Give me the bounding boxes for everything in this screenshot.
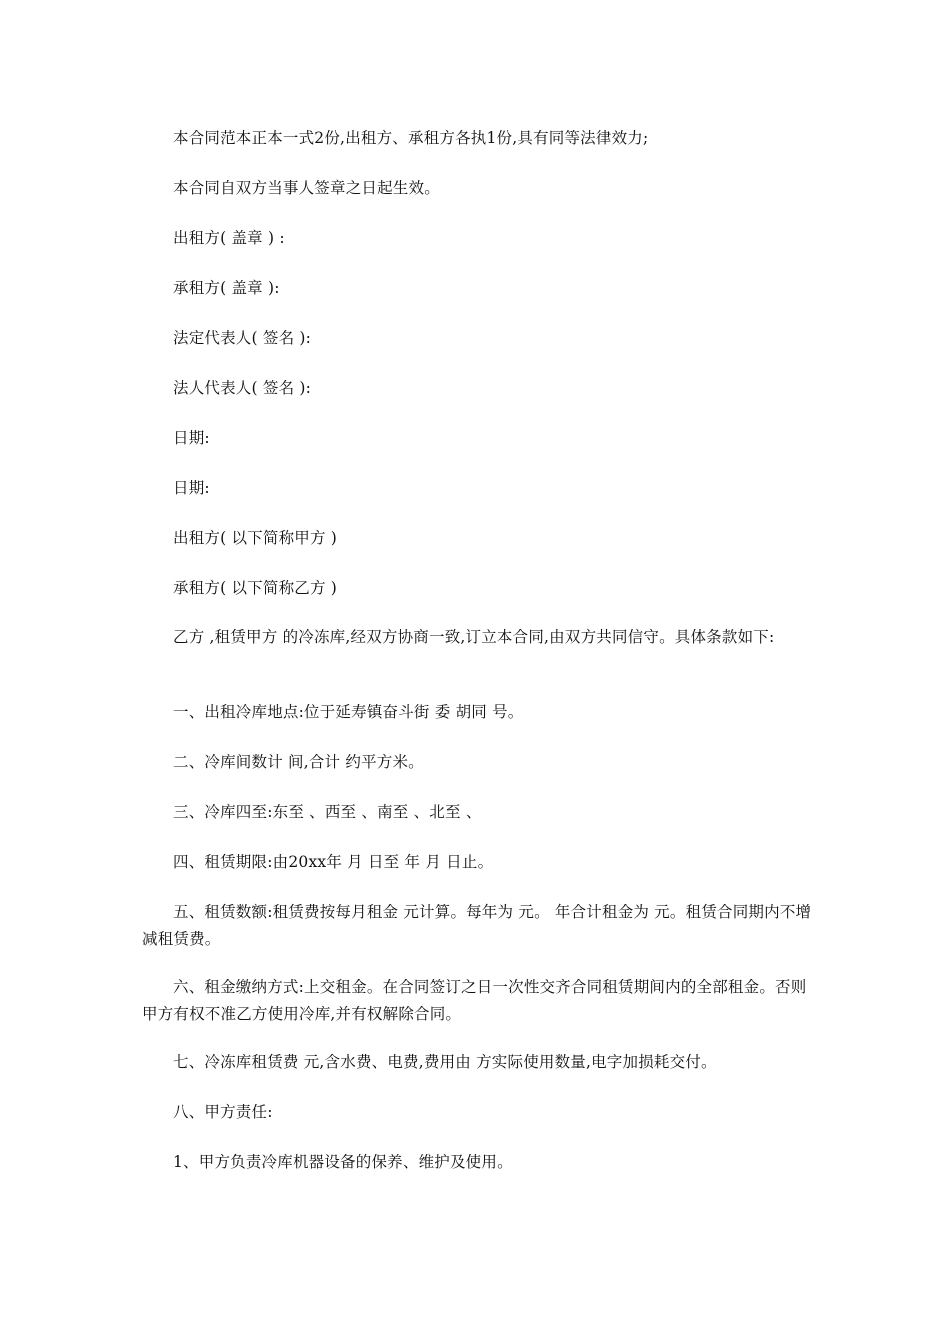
paragraph-clause-4-term: 四、租赁期限:由20xx年 月 日至 年 月 日止。	[173, 853, 494, 871]
paragraph-effective-clause: 本合同自双方当事人签章之日起生效。	[173, 179, 440, 197]
paragraph-lessee-party-b: 承租方( 以下简称乙方 )	[173, 579, 338, 597]
paragraph-lessee-seal: 承租方( 盖章 ):	[173, 279, 280, 297]
paragraph-lessor-party-a: 出租方( 以下简称甲方 )	[173, 529, 338, 547]
paragraph-clause-3-boundaries: 三、冷库四至:东至 、西至 、南至 、北至 、	[173, 803, 482, 821]
paragraph-duty-1: 1、甲方负责冷库机器设备的保养、维护及使用。	[173, 1153, 513, 1171]
paragraph-clause-6-payment: 六、租金缴纳方式:上交租金。在合同签订之日一次性交齐合同租赁期间内的全部租金。否则甲方有权不准乙方使用冷库,并有权解除合同。	[142, 978, 807, 1023]
paragraph-lessor-seal: 出租方( 盖章 ) :	[173, 229, 285, 247]
paragraph-date-1: 日期:	[173, 429, 210, 447]
paragraph-date-2: 日期:	[173, 479, 210, 497]
paragraph-preamble: 乙方 ,租赁甲方 的冷冻库,经双方协商一致,订立本合同,由双方共同信守。具体条款如下:	[173, 628, 775, 646]
paragraph-corporate-representative-signature: 法人代表人( 签名 ):	[173, 379, 312, 397]
paragraph-clause-7-fees: 七、冷冻库租赁费 元,含水费、电费,费用由 方实际使用数量,电字加损耗交付。	[173, 1053, 717, 1071]
paragraph-clause-5-amount: 五、租赁数额:租赁费按每月租金 元计算。每年为 元。 年合计租金为 元。租赁合同期内不增减租赁费。	[142, 903, 812, 948]
paragraph-clause-1-location: 一、出租冷库地点:位于延寿镇奋斗街 委 胡同 号。	[173, 703, 524, 721]
paragraph-legal-representative-signature: 法定代表人( 签名 ):	[173, 329, 312, 347]
paragraph-copies-clause: 本合同范本正本一式2份,出租方、承租方各执1份,具有同等法律效力;	[173, 129, 649, 147]
paragraph-clause-2-rooms: 二、冷库间数计 间,合计 约平方米。	[173, 753, 424, 771]
paragraph-clause-8-party-a-duties: 八、甲方责任:	[173, 1103, 273, 1121]
